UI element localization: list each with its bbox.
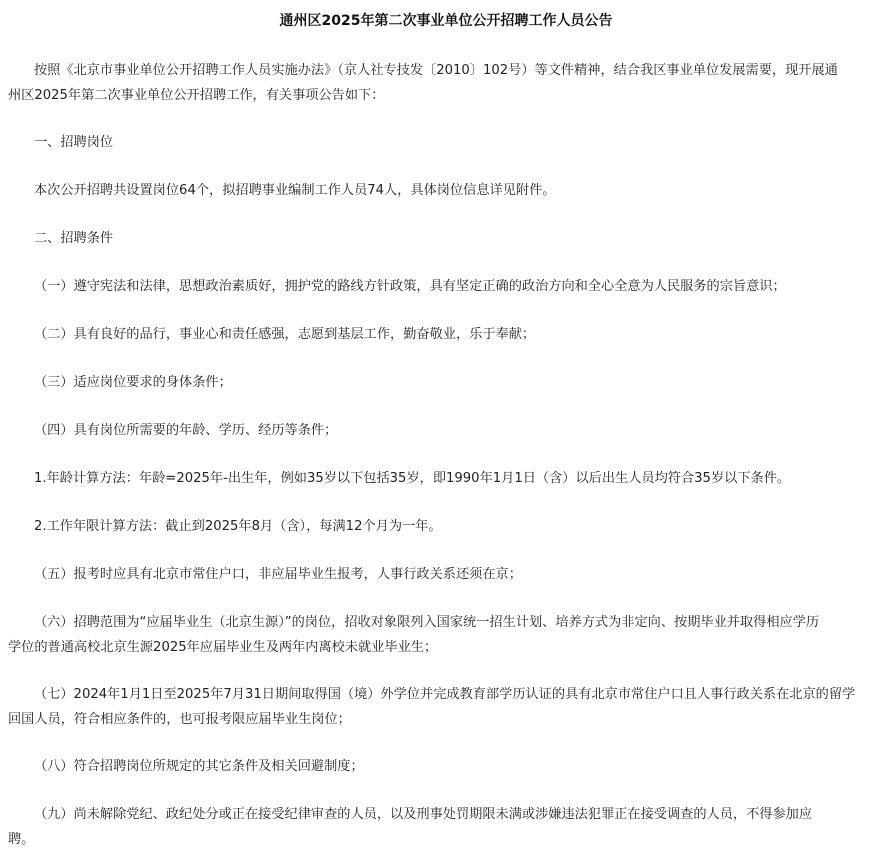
condition-item-6-line-2: 学位的普通高校北京生源2025年应届毕业生及两年内离校未就业毕业生； [8,640,438,655]
positions-summary: 本次公开招聘共设置岗位64个，拟招聘事业编制工作人员74人，具体岗位信息详见附件。 [34,183,556,198]
condition-item-7-line-2: 回国人员，符合相应条件的，也可报考限应届毕业生岗位； [8,712,351,727]
section-heading-conditions: 二、招聘条件 [34,231,114,246]
section-heading-positions: 一、招聘岗位 [34,135,114,150]
condition-item-7 [8,682,880,732]
condition-item-7-line-1: （七）2024年1月1日至2025年7月31日期间取得国（境）外学位并完成教育部学历认证的具有北京市常住户口且人事行政关系在北京的留学 [34,687,856,702]
condition-item-9-line-2: 聘。 [8,832,35,847]
work-years-rule: 2.工作年限计算方法：截止到2025年8月（含），每满12个月为一年。 [34,519,442,534]
condition-item-5: （五）报考时应具有北京市常住户口，非应届毕业生报考，人事行政关系还须在京； [34,567,522,582]
age-calculation-rule: 1.年龄计算方法：年龄=2025年-出生年，例如35岁以下包括35岁，即1990年1月1日（含）以后出生人员均符合35岁以下条件。 [34,471,791,486]
condition-item-9 [8,802,880,852]
condition-item-6 [8,610,880,660]
intro-paragraph [8,58,880,108]
condition-item-6-line-1: （六）招聘范围为“应届毕业生（北京生源）”的岗位，招收对象限列入国家统一招生计划、培养方式为非定向、按期毕业并取得相应学历 [34,615,820,630]
condition-item-1: （一）遵守宪法和法律，思想政治素质好，拥护党的路线方针政策，具有坚定正确的政治方向和全心全意为人民服务的宗旨意识； [34,279,786,294]
intro-line-1: 按照《北京市事业单位公开招聘工作人员实施办法》（京人社专技发〔2010〕102号）等文件精神，结合我区事业单位发展需要，现开展通 [34,63,838,78]
condition-item-9-line-1: （九）尚未解除党纪、政纪处分或正在接受纪律审查的人员，以及刑事处罚期限未满或涉嫌违法犯罪正在接受调查的人员，不得参加应 [34,807,813,822]
intro-line-2: 州区2025年第二次事业单位公开招聘工作，有关事项公告如下： [8,88,385,103]
condition-item-4: （四）具有岗位所需要的年龄、学历、经历等条件； [34,423,338,438]
page-title: 通州区2025年第二次事业单位公开招聘工作人员公告 [279,13,613,29]
condition-item-2: （二）具有良好的品行，事业心和责任感强，志愿到基层工作，勤奋敬业，乐于奉献； [34,327,536,342]
condition-item-3: （三）适应岗位要求的身体条件； [34,375,232,390]
condition-item-8: （八）符合招聘岗位所规定的其它条件及相关回避制度； [34,759,364,774]
